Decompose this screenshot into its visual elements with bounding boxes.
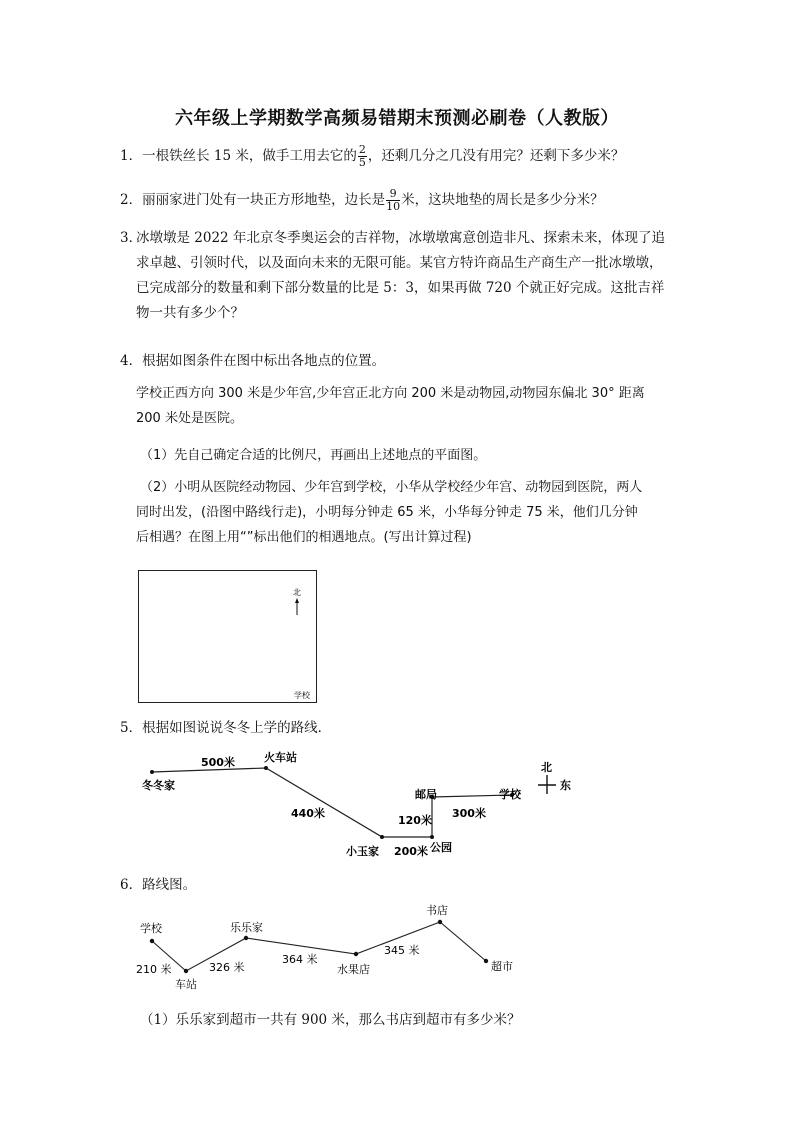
page-title: 六年级上学期数学高频易错期末预测必刷卷（人教版） bbox=[175, 108, 619, 129]
compass-north: 北 bbox=[541, 761, 552, 774]
q4-desc-line: 200 米处是医院。 bbox=[136, 411, 243, 426]
q4-sub2-line: 同时出发，(沿图中路线行走)，小明每分钟走 65 米，小华每分钟走 75 米，他们几分钟 bbox=[136, 505, 638, 520]
q4-map-box bbox=[138, 570, 317, 703]
book-point bbox=[438, 920, 442, 924]
q1-text-after: ，还剩几分之几没有用完？还剩下多少米？ bbox=[367, 148, 625, 164]
lele-point bbox=[244, 936, 248, 940]
station-point bbox=[184, 969, 188, 973]
q1-text-before: 一根铁丝长 15 米，做手工用去它的 bbox=[142, 148, 357, 164]
label-364m: 364 米 bbox=[282, 953, 318, 966]
q4-sub2-line: （2）小明从医院经动物园、少年宫到学校，小华从学校经少年宫、动物园到医院，两人 bbox=[140, 480, 643, 495]
question-5 bbox=[120, 718, 331, 738]
q5-number: 5． bbox=[120, 720, 143, 736]
q3-line: 已完成部分的数量和剩下部分数量的比是 5：3，如果再做 720 个就正好完成。这批吉祥 bbox=[136, 280, 665, 296]
label-210m: 210 米 bbox=[136, 963, 172, 976]
q4-desc-line: 学校正西方向 300 米是少年宫,少年宫正北方向 200 米是动物园,动物园东偏北 30° 距离 bbox=[136, 386, 645, 401]
q3-line: 物一共有多少个？ bbox=[136, 305, 244, 321]
q3-number: 3． bbox=[120, 230, 143, 246]
label-book: 书店 bbox=[426, 904, 448, 917]
home-point bbox=[150, 770, 154, 774]
q4-sub1: （1）先自己确定合适的比例尺，再画出上述地点的平面图。 bbox=[140, 448, 487, 463]
q2-frac-num: 9 bbox=[386, 188, 400, 201]
label-300m: 300米 bbox=[452, 807, 486, 820]
label-xiaoyu: 小玉家 bbox=[346, 845, 379, 858]
north-arrowhead-icon bbox=[295, 598, 299, 603]
label-home: 冬冬家 bbox=[142, 779, 175, 792]
label-345m: 345 米 bbox=[384, 944, 420, 957]
q5-route-diagram bbox=[0, 745, 794, 875]
question-2 bbox=[120, 188, 604, 213]
q1-frac-den: 5 bbox=[358, 156, 366, 169]
label-post: 邮局 bbox=[415, 788, 437, 801]
north-label: 北 bbox=[293, 588, 301, 597]
q4-map-svg bbox=[139, 571, 316, 702]
label-440m: 440米 bbox=[291, 807, 325, 820]
xiaoyu-point bbox=[380, 835, 384, 839]
market-point bbox=[484, 959, 488, 963]
label-326m: 326 米 bbox=[209, 961, 245, 974]
school-label: 学校 bbox=[294, 691, 310, 700]
compass-east: 东 bbox=[560, 779, 571, 792]
question-3-text bbox=[136, 226, 676, 326]
q2-frac-den: 10 bbox=[386, 200, 401, 213]
q2-text-before: 丽丽家进门处有一块正方形地垫，边长是 bbox=[142, 192, 386, 208]
q4-sub2-line: 后相遇？在图上用“”标出他们的相遇地点。(写出计算过程) bbox=[136, 530, 472, 545]
q4-sub2 bbox=[136, 475, 700, 550]
q6-route-line bbox=[152, 922, 486, 971]
q1-fraction bbox=[358, 144, 367, 169]
fruit-point bbox=[354, 952, 358, 956]
q4-text: 根据如图条件在图中标出各地点的位置。 bbox=[142, 353, 386, 369]
q6-number: 6． bbox=[120, 877, 143, 893]
q2-fraction bbox=[386, 188, 400, 213]
q6-route-diagram bbox=[0, 898, 794, 998]
q2-number: 2． bbox=[120, 192, 143, 208]
q3-line: 冰墩墩是 2022 年北京冬季奥运会的吉祥物，冰墩墩寓意创造非凡、探索未来，体现了追 bbox=[136, 230, 665, 246]
q6-sub1: （1）乐乐家到超市一共有 900 米，那么书店到超市有多少米？ bbox=[140, 1012, 521, 1028]
label-market: 超市 bbox=[491, 960, 513, 973]
label-school: 学校 bbox=[140, 922, 162, 935]
park-point bbox=[430, 835, 434, 839]
q4-description bbox=[136, 381, 676, 431]
school-point bbox=[150, 939, 154, 943]
q3-line: 求卓越、引领时代，以及面向未来的无限可能。某官方特许商品生产商生产一批冰墩墩， bbox=[136, 255, 663, 271]
label-fruit: 水果店 bbox=[337, 963, 370, 976]
q1-frac-num: 2 bbox=[358, 143, 366, 156]
question-4 bbox=[120, 351, 385, 371]
station-point bbox=[264, 766, 268, 770]
label-500m: 500米 bbox=[201, 756, 235, 769]
q2-text-after: 米，这块地垫的周长是多少分米？ bbox=[401, 192, 604, 208]
question-6 bbox=[120, 875, 196, 895]
q4-number: 4． bbox=[120, 353, 143, 369]
label-park: 公园 bbox=[430, 841, 452, 854]
label-school: 学校 bbox=[499, 788, 521, 801]
label-120m: 120米 bbox=[398, 814, 432, 827]
label-station: 车站 bbox=[175, 978, 197, 991]
q5-route-line bbox=[152, 768, 512, 837]
q6-text: 路线图。 bbox=[142, 877, 197, 893]
label-station: 火车站 bbox=[264, 751, 297, 764]
label-lele: 乐乐家 bbox=[230, 921, 263, 934]
q1-number: 1． bbox=[120, 148, 143, 164]
label-200m: 200米 bbox=[394, 845, 428, 858]
question-1 bbox=[120, 144, 624, 169]
q5-text: 根据如图说说冬冬上学的路线． bbox=[142, 720, 332, 736]
